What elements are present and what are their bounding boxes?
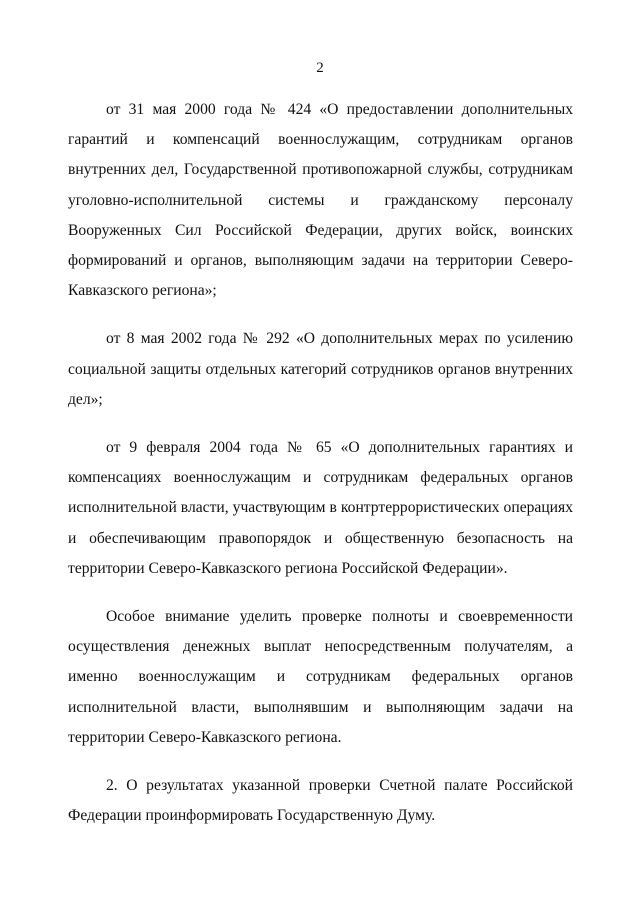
paragraph-decree-2004: от 9 февраля 2004 года № 65 «О дополнительных гарантиях и компенсациях военнослужащим и сотрудникам федеральных органов исполнительной власти, участвующим в контртеррористических операциях и обеспечивающим правопорядок и общественную безопасность на территории Северо-Кавказского региона Российской Федерации».: [68, 439, 573, 577]
paragraph-item-2: 2. О результатах указанной проверки Счетной палате Российской Федерации проинформировать Государственную Думу.: [68, 777, 573, 825]
paragraph-decree-2000: от 31 мая 2000 года № 424 «О предоставлении дополнительных гарантий и компенсаций военнослужащим, сотрудникам органов внутренних дел, Государственной противопожарной службы, сотрудникам уголовно-исполнительной системы и гражданскому персоналу Вооруженных Сил Российской Федерации, других войск, воинских формирований и органов, выполняющим задачи на территории Северо-Кавказского региона»;: [68, 101, 573, 300]
paragraph-decree-2002: от 8 мая 2002 года № 292 «О дополнительных мерах по усилению социальной защиты отдельных категорий сотрудников органов внутренних дел»;: [68, 330, 573, 408]
paragraph-special-attention: Особое внимание уделить проверке полноты и своевременности осуществления денежных выплат непосредственным получателям, а именно военнослужащим и сотрудникам федеральных органов исполнительной власти, выполнявшим и выполняющим задачи на территории Северо-Кавказского региона.: [68, 608, 573, 746]
document-body: [68, 95, 573, 831]
page-number: 2: [316, 60, 324, 76]
